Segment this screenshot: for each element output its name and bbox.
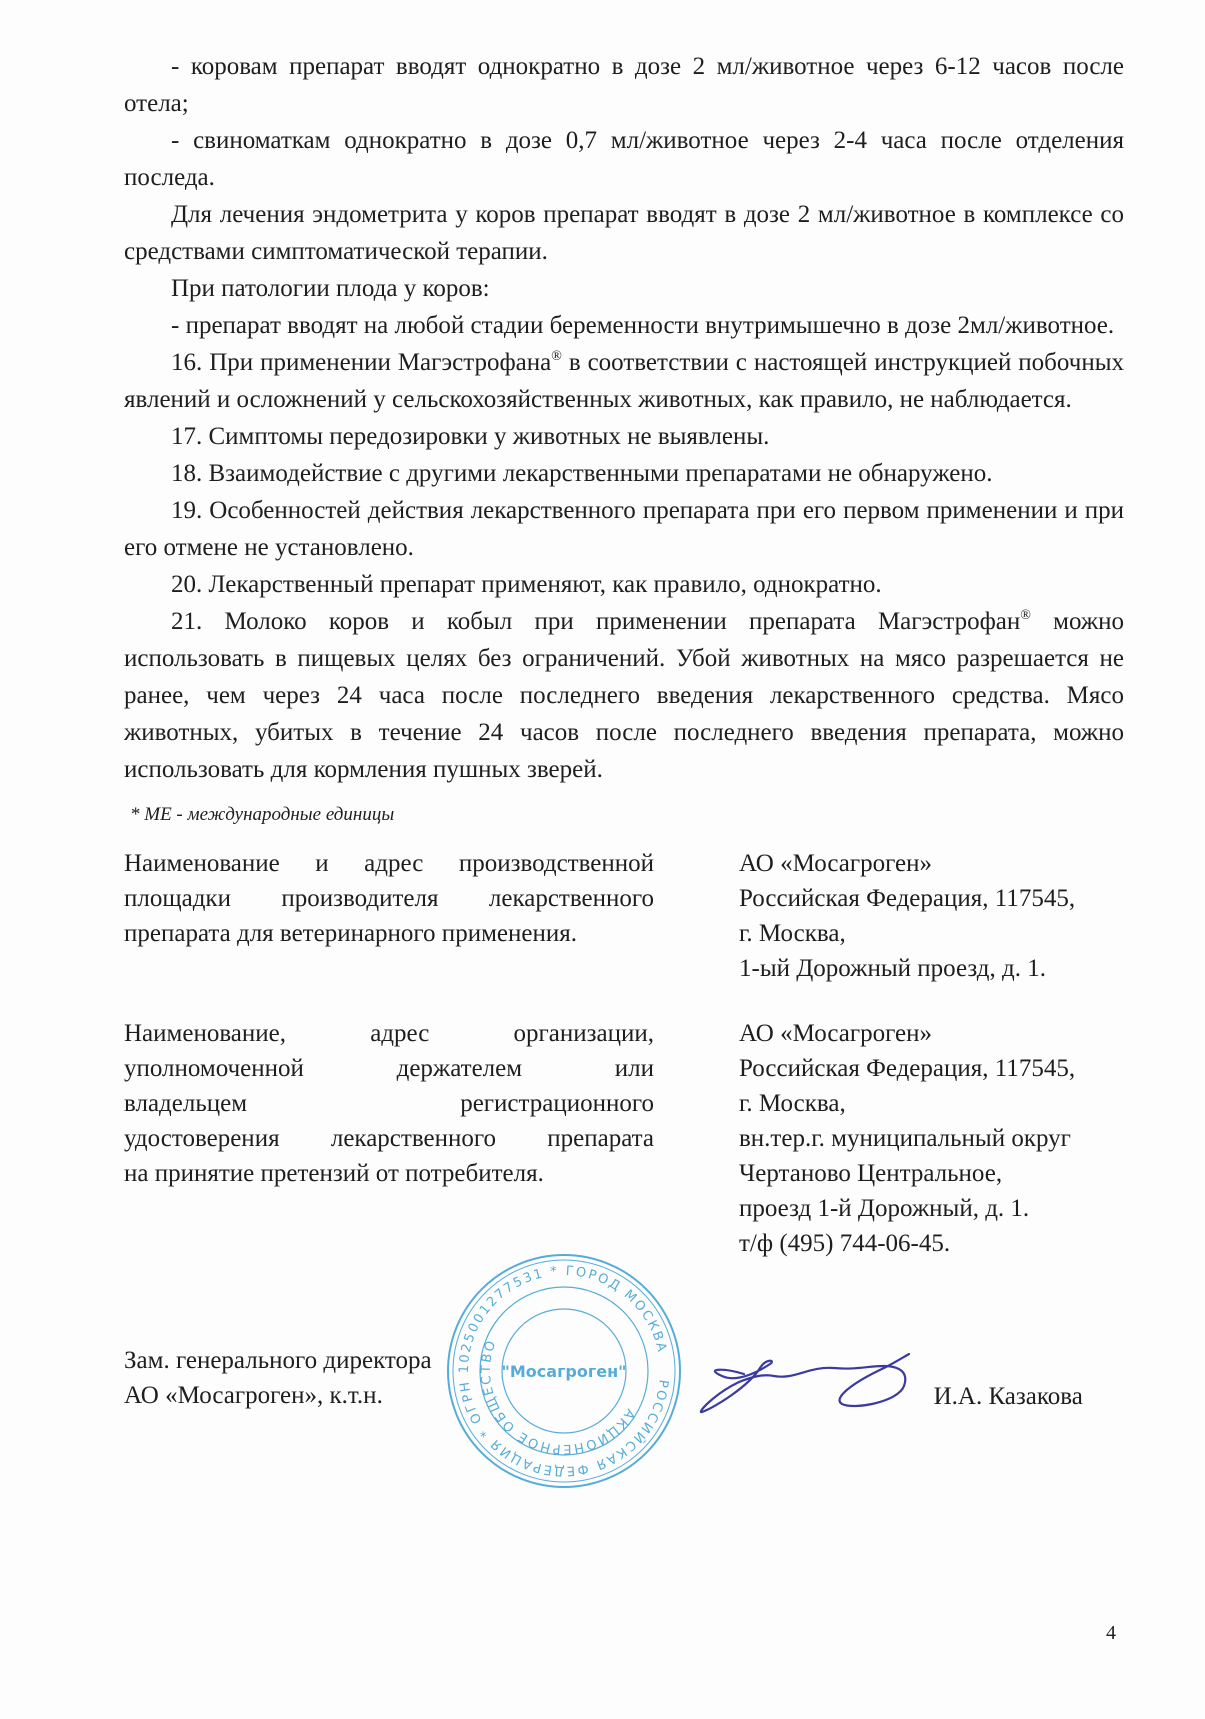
signatory-position-line: Зам. генерального директора bbox=[124, 1347, 432, 1374]
stamp-center-text: "Мосагроген" bbox=[501, 1362, 627, 1381]
manufacturer-label bbox=[124, 846, 654, 986]
signatory-position bbox=[124, 1343, 432, 1413]
paragraph-21-milk-meat: 21. Молоко коров и кобыл при применении препарата Магэстрофан® можно использовать в пищевых целях без ограничений. Убой животных на мясо разрешается не ранее, чем через 24 часа после последнего введения лекарственного средства. Мясо животных, убитых в течение 24 часов после последнего введения препарата, можно использовать для кормления пушных зверей. bbox=[124, 608, 1124, 783]
paragraph-fetal-pathology: При патологии плода у коров: bbox=[171, 275, 490, 302]
manufacturer-address bbox=[739, 846, 1124, 986]
manufacturer-address-line: 1-ый Дорожный проезд, д. 1. bbox=[739, 955, 1046, 982]
claims-address-line: Российская Федерация, 117545, bbox=[739, 1055, 1076, 1082]
manufacturer-label-line: препарата для ветеринарного применения. bbox=[124, 920, 577, 947]
registered-mark: ® bbox=[1020, 608, 1031, 623]
claims-address-line: г. Москва, bbox=[739, 1090, 846, 1117]
claims-label-line: уполномоченной держателем или bbox=[124, 1055, 654, 1082]
footnote-me: * МЕ - международные единицы bbox=[130, 804, 395, 825]
manufacturer-section bbox=[124, 846, 1124, 986]
instructions-body bbox=[124, 48, 1124, 788]
claims-address-line: АО «Мосагроген» bbox=[739, 1020, 932, 1047]
paragraph-endometritis: Для лечения эндометрита у коров препарат вводят в дозе 2 мл/животное в комплексе со средствами симптоматической терапии. bbox=[124, 201, 1124, 265]
company-seal-stamp bbox=[444, 1251, 684, 1491]
manufacturer-address-line: АО «Мосагроген» bbox=[739, 850, 932, 877]
claims-label-line: Наименование, адрес организации, bbox=[124, 1020, 654, 1047]
stamp-inner-text: АКЦИОНЕРНОЕ ОБЩЕСТВО bbox=[478, 1337, 638, 1457]
paragraph-cows-dose: - коровам препарат вводят однократно в дозе 2 мл/животное через 6-12 часов после отела; bbox=[124, 53, 1124, 117]
claims-address-line: Чертаново Центральное, bbox=[739, 1160, 1003, 1187]
claims-org-section bbox=[124, 1016, 1124, 1261]
manufacturer-label-line: Наименование и адрес производственной bbox=[124, 850, 654, 877]
paragraph-sows-dose: - свиноматкам однократно в дозе 0,7 мл/животное через 2-4 часа после отделения последа. bbox=[124, 127, 1124, 191]
paragraph-16-side-effects: 16. При применении Магэстрофана® в соответствии с настоящей инструкцией побочных явлений и осложнений у сельскохозяйственных животных, как правило, не наблюдается. bbox=[124, 349, 1124, 413]
signatory-name: И.А. Казакова bbox=[933, 1383, 1083, 1410]
paragraph-20-frequency: 20. Лекарственный препарат применяют, как правило, однократно. bbox=[171, 571, 882, 598]
claims-label-line: владельцем регистрационного bbox=[124, 1090, 654, 1117]
claims-label-line: удостоверения лекарственного препарата bbox=[124, 1125, 654, 1152]
manufacturer-address-line: г. Москва, bbox=[739, 920, 846, 947]
claims-label-line: на принятие претензий от потребителя. bbox=[124, 1160, 544, 1187]
manufacturer-label-line: площадки производителя лекарственного bbox=[124, 885, 654, 912]
page-number: 4 bbox=[1106, 1622, 1116, 1644]
paragraph-pregnancy-dose: - препарат вводят на любой стадии беременности внутримышечно в дозе 2мл/животное. bbox=[171, 312, 1115, 339]
signature-section bbox=[124, 1263, 1124, 1479]
claims-phone: т/ф (495) 744-06-45. bbox=[739, 1230, 951, 1257]
manufacturer-address-line: Российская Федерация, 117545, bbox=[739, 885, 1076, 912]
paragraph-17-overdose: 17. Симптомы передозировки у животных не выявлены. bbox=[171, 423, 770, 450]
paragraph-18-interactions: 18. Взаимодействие с другими лекарственными препаратами не обнаружено. bbox=[171, 460, 993, 487]
claims-address-line: проезд 1-й Дорожный, д. 1. bbox=[739, 1195, 1030, 1222]
claims-org-label bbox=[124, 1016, 654, 1261]
handwritten-signature bbox=[694, 1346, 924, 1426]
claims-org-address bbox=[739, 1016, 1124, 1261]
page-content bbox=[124, 48, 1124, 1479]
paragraph-19-first-use: 19. Особенностей действия лекарственного препарата при его первом применении и при его отмене не установлено. bbox=[124, 497, 1124, 561]
stamp-outer-text: РОССИЙСКАЯ ФЕДЕРАЦИЯ * ОГРН 1025001277531 * ГОРОД МОСКВА bbox=[456, 1263, 671, 1479]
signatory-position-line: АО «Мосагроген», к.т.н. bbox=[124, 1382, 383, 1409]
registered-mark: ® bbox=[551, 349, 562, 364]
claims-address-line: вн.тер.г. муниципальный округ bbox=[739, 1125, 1071, 1152]
